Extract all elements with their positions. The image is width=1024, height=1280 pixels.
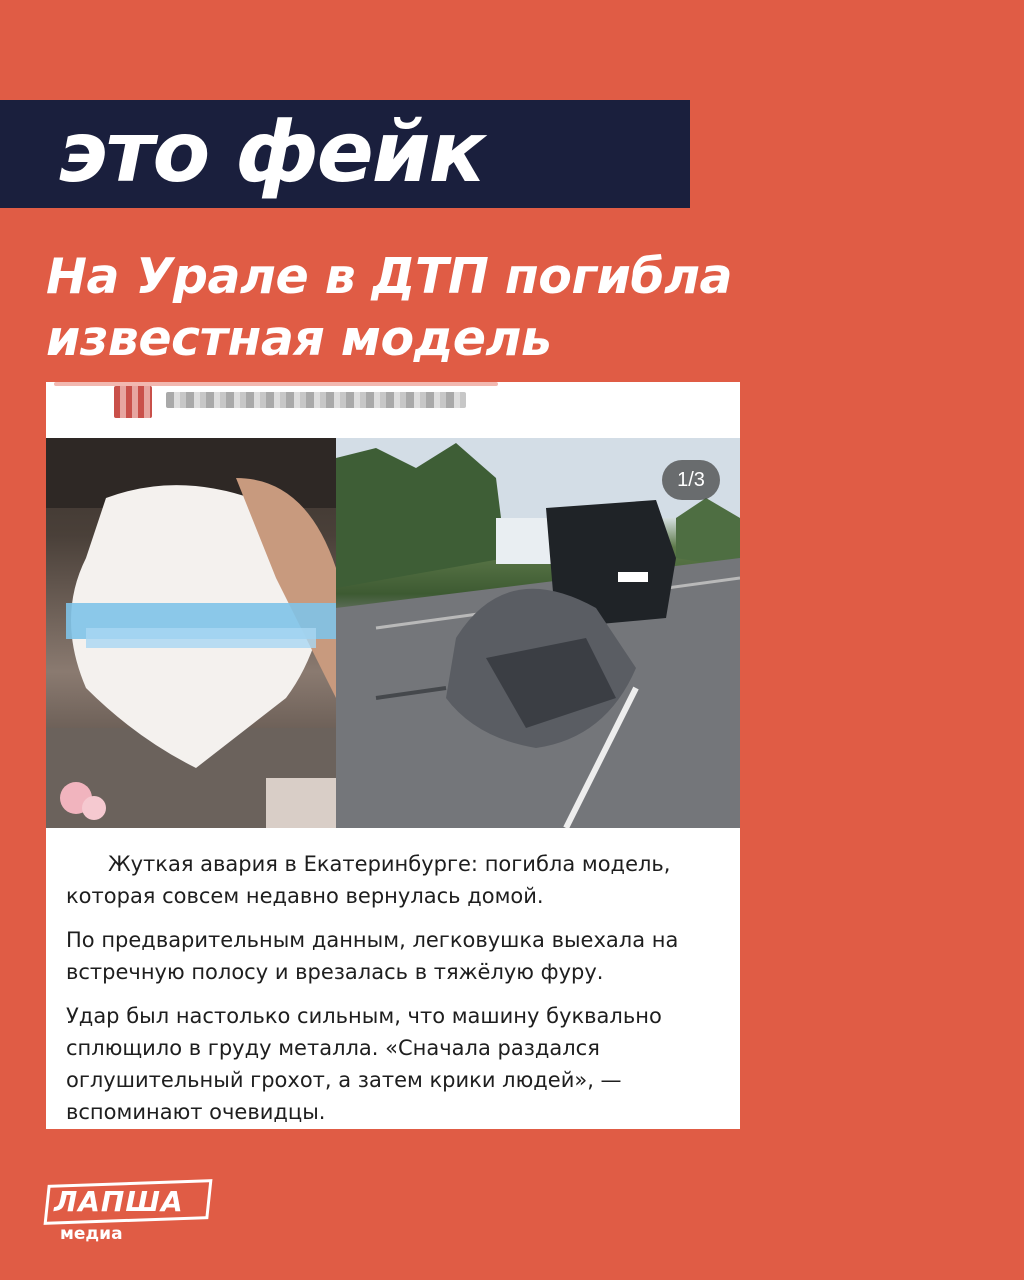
logo-name: ЛАПША — [54, 1185, 184, 1218]
post-paragraph-2: По предварительным данным, легковушка выехала на встречную полосу и врезалась в тяжёлую фуру. — [66, 928, 679, 984]
post-header-blurred — [46, 382, 740, 438]
headline-line-1: На Урале в ДТП погибла — [46, 248, 733, 305]
headline — [46, 246, 946, 370]
blurred-username — [166, 392, 466, 408]
banner-label: это фейк — [58, 103, 484, 201]
lapsha-logo — [46, 1182, 214, 1222]
blurred-avatar-icon — [114, 386, 152, 418]
fake-banner — [0, 100, 690, 208]
model-photo — [46, 438, 336, 828]
blurred-top-strip — [54, 382, 498, 386]
post-paragraph-1: Жуткая авария в Екатеринбурге: погибла модель, которая совсем недавно вернулась домой. — [66, 852, 671, 908]
headline-line-2: известная модель — [46, 310, 552, 367]
post-body — [66, 848, 716, 1129]
image-counter[interactable]: 1/3 — [662, 460, 720, 500]
logo-subtitle: медиа — [60, 1224, 123, 1244]
post-screenshot-card — [46, 382, 740, 1129]
post-paragraph-3: Удар был настолько сильным, что машину буквально сплющило в груду металла. «Сначала раздался оглушительный грохот, а затем крики людей», — вспоминают очевидцы. — [66, 1004, 662, 1124]
